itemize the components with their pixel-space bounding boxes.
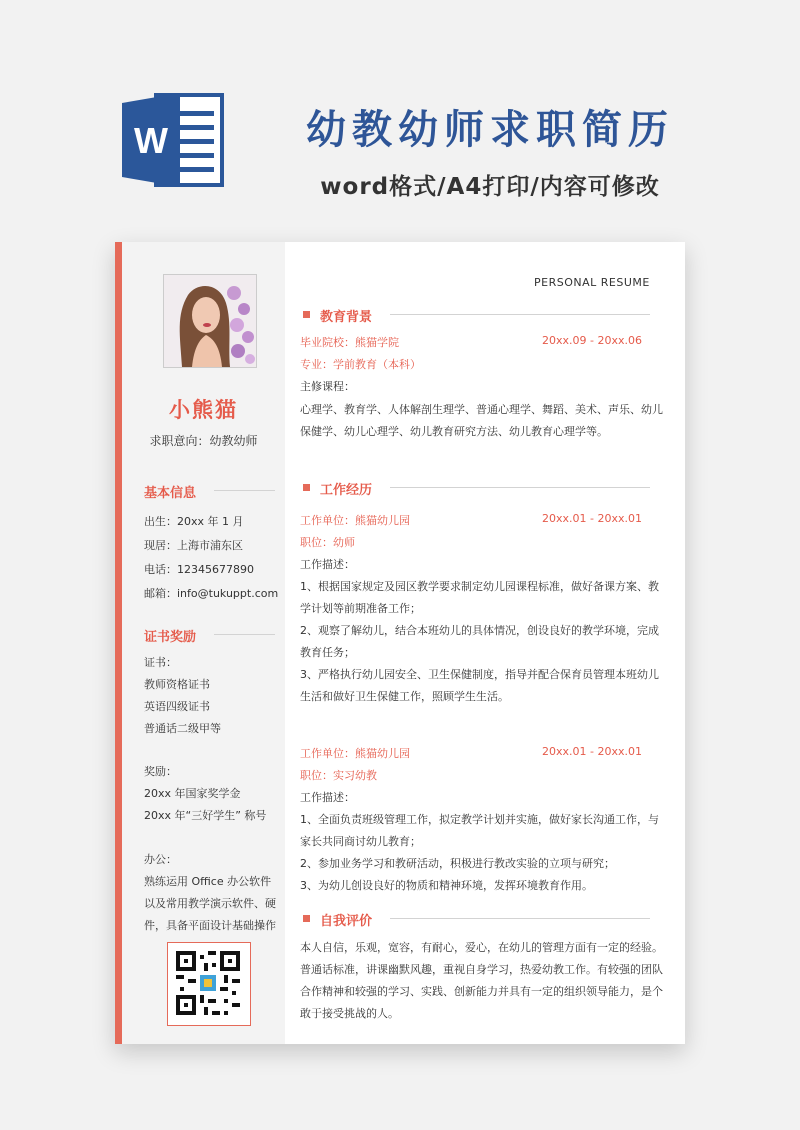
divider [390, 314, 650, 315]
job2-line: 家长共同商讨幼儿教育； [300, 835, 421, 848]
job1-line: 1、根据国家规定及园区教学要求制定幼儿园课程标准，做好备课方案、教 [300, 580, 659, 593]
bullet-square-icon [303, 311, 310, 318]
qr-code-frame [167, 942, 251, 1026]
job1-line: 2、观察了解幼儿，结合本班幼儿的具体情况，创设良好的教学环境，完成 [300, 624, 659, 637]
accent-bar [115, 242, 122, 1044]
courses-label: 主修课程： [300, 380, 355, 393]
prize-item: 20xx 年“三好学生” 称号 [144, 809, 267, 822]
sidebar [122, 242, 285, 1044]
job1-desc-label: 工作描述： [300, 558, 355, 571]
bullet-square-icon [303, 484, 310, 491]
residence-field: 现居：上海市浦东区 [144, 539, 243, 552]
divider [390, 487, 650, 488]
job2-line: 1、全面负责班级管理工作，拟定教学计划并实施，做好家长沟通工作，与 [300, 813, 659, 826]
major-field: 专业：学前教育（本科） [300, 358, 421, 371]
self-eval-heading: 自我评价 [320, 914, 373, 929]
basic-info-heading: 基本信息 [144, 486, 197, 501]
school-field: 毕业院校：熊猫学院 [300, 336, 399, 349]
qr-code-icon [176, 951, 240, 1015]
office-line: 件，具备平面设计基础操作 [144, 919, 276, 932]
job2-line: 3、为幼儿创设良好的物质和精神环境，发挥环境教育作用。 [300, 879, 593, 892]
word-letter: W [134, 120, 168, 161]
job1-company: 工作单位：熊猫幼儿园 [300, 514, 410, 527]
self-eval-line: 普通话标准，讲课幽默风趣，重视自身学习，热爱幼教工作。有较强的团队 [300, 963, 663, 976]
candidate-name: 小熊猫 [169, 398, 238, 422]
job2-company: 工作单位：熊猫幼儿园 [300, 747, 410, 760]
education-date: 20xx.09 - 20xx.06 [542, 334, 642, 347]
birth-field: 出生：20xx 年 1 月 [144, 515, 244, 528]
banner-subtitle: word格式/A4打印/内容可修改 [320, 174, 660, 200]
phone-field: 电话：12345677890 [144, 563, 254, 576]
awards-heading: 证书奖励 [144, 630, 197, 645]
profile-photo [163, 274, 257, 368]
courses-line: 保健学、幼儿心理学、幼儿教育研究方法、幼儿教育心理学等。 [300, 425, 608, 438]
job-intent: 求职意向：幼教幼师 [149, 434, 258, 448]
courses-line: 心理学、教育学、人体解剖生理学、普通心理学、舞蹈、美术、声乐、幼儿 [300, 403, 663, 416]
work-heading: 工作经历 [320, 483, 373, 498]
cert-item: 英语四级证书 [144, 700, 210, 713]
divider [390, 918, 650, 919]
job2-line: 2、参加业务学习和教研活动，积极进行教改实验的立项与研究； [300, 857, 615, 870]
bullet-square-icon [303, 915, 310, 922]
job1-position: 职位：幼师 [300, 536, 355, 549]
divider [214, 490, 275, 491]
job2-position: 职位：实习幼教 [300, 769, 377, 782]
word-icon [118, 85, 228, 195]
banner-title: 幼教幼师求职简历 [306, 107, 674, 153]
job1-date: 20xx.01 - 20xx.01 [542, 512, 642, 525]
prize-label: 奖励： [144, 765, 177, 778]
cert-label: 证书： [144, 656, 177, 669]
job1-line: 学计划等前期准备工作； [300, 602, 421, 615]
job1-line: 生活和做好卫生保健工作，照顾学生生活。 [300, 690, 509, 703]
cert-item: 教师资格证书 [144, 678, 210, 691]
job1-line: 3、严格执行幼儿园安全、卫生保健制度，指导并配合保育员管理本班幼儿 [300, 668, 659, 681]
job1-line: 教育任务； [300, 646, 355, 659]
office-line: 以及常用教学演示软件、硬 [144, 897, 276, 910]
prize-item: 20xx 年国家奖学金 [144, 787, 241, 800]
self-eval-line: 本人自信，乐观，宽容，有耐心，爱心，在幼儿的管理方面有一定的经验。 [300, 941, 663, 954]
cert-item: 普通话二级甲等 [144, 722, 221, 735]
office-line: 熟练运用 Office 办公软件 [144, 875, 272, 888]
personal-resume-label: PERSONAL RESUME [534, 276, 650, 289]
job2-date: 20xx.01 - 20xx.01 [542, 745, 642, 758]
office-label: 办公： [144, 853, 177, 866]
education-heading: 教育背景 [320, 310, 373, 325]
self-eval-line: 合作精神和较强的学习、实践、创新能力并具有一定的组织领导能力，是个 [300, 985, 663, 998]
job2-desc-label: 工作描述： [300, 791, 355, 804]
email-field: 邮箱：info@tukuppt.com [144, 587, 279, 600]
self-eval-line: 敢于接受挑战的人。 [300, 1007, 399, 1020]
resume-page [115, 242, 685, 1044]
divider [214, 634, 275, 635]
